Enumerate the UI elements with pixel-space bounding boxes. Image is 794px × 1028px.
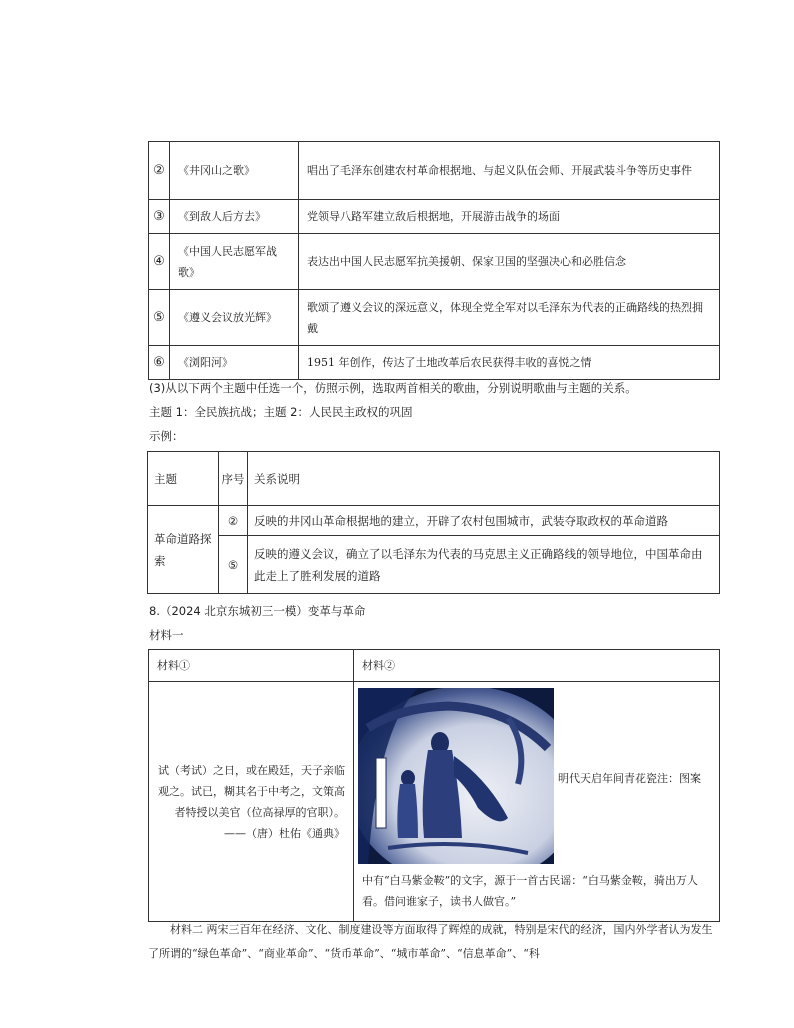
table-row (148, 536, 720, 594)
question-8-title: 8.（2024 北京东城初三一模）变革与革命 (149, 604, 366, 618)
example-table (147, 451, 720, 594)
song-title: 《井冈山之歌》 (170, 142, 299, 200)
table-row (149, 346, 720, 380)
song-number: ⑤ (149, 290, 170, 346)
row-number: ② (219, 506, 248, 536)
table-row (148, 506, 720, 536)
row-number: ⑤ (219, 536, 248, 594)
row-description: 反映的井冈山革命根据地的建立，开辟了农村包围城市，武装夺取政权的革命道路 (248, 506, 720, 536)
header-material-1: 材料① (149, 650, 354, 682)
material-1-label: 材料一 (149, 628, 184, 642)
themes-line: 主题 1：全民族抗战；主题 2：人民民主政权的巩固 (149, 405, 413, 419)
header-material-2: 材料② (354, 650, 720, 682)
song-number: ④ (149, 234, 170, 290)
photo-caption-side: 明代天启年间青花瓷注：图案 (558, 772, 701, 785)
question-3: (3)从以下两个主题中任选一个，仿照示例，选取两首相关的歌曲，分别说明歌曲与主题的关系。 (149, 381, 637, 395)
song-number: ② (149, 142, 170, 200)
header-number: 序号 (219, 452, 248, 506)
song-title: 《中国人民志愿军战歌》 (170, 234, 299, 290)
song-description: 唱出了毛泽东创建农村革命根据地、与起义队伍会师、开展武装斗争等历史事件 (299, 142, 720, 200)
song-title: 《遵义会议放光辉》 (170, 290, 299, 346)
material-1-text: 试（考试）之日，或在殿廷，天子亲临观之。试已，糊其名于中考之，文策高者特授以美官（位高禄厚的官职）。——（唐）杜佑《通典》 (149, 682, 354, 922)
header-description: 关系说明 (248, 452, 720, 506)
table-row (149, 142, 720, 200)
table-header-row (148, 452, 720, 506)
table-row (149, 234, 720, 290)
example-label: 示例： (149, 429, 184, 443)
songs-table (148, 141, 720, 380)
table-row (149, 682, 720, 922)
table-header-row (149, 650, 720, 682)
song-title: 《浏阳河》 (170, 346, 299, 380)
material-2-paragraph: 材料二 两宋三百年在经济、文化、制度建设等方面取得了辉煌的成就，特别是宋代的经济，国内外学者认为发生了所谓的“绿色革命”、“商业革命”、“货币革命”、“城市革命”、“信息革命”、“科 (148, 923, 713, 960)
song-number: ③ (149, 200, 170, 234)
song-description: 歌颂了遵义会议的深远意义，体现全党全军对以毛泽东为代表的正确路线的热烈拥戴 (299, 290, 720, 346)
song-title: 《到敌人后方去》 (170, 200, 299, 234)
song-description: 表达出中国人民志愿军抗美援朝、保家卫国的坚强决心和必胜信念 (299, 234, 720, 290)
theme-cell: 革命道路探索 (148, 506, 219, 594)
porcelain-image (358, 688, 554, 864)
blue-white-porcelain-photo (358, 688, 554, 864)
header-theme: 主题 (148, 452, 219, 506)
material-table (148, 649, 720, 922)
table-row (149, 200, 720, 234)
material-2-cell (354, 682, 720, 922)
table-row (149, 290, 720, 346)
song-description: 党领导八路军建立敌后根据地，开展游击战争的场面 (299, 200, 720, 234)
row-description: 反映的遵义会议，确立了以毛泽东为代表的马克思主义正确路线的领导地位，中国革命由此走上了胜利发展的道路 (248, 536, 720, 594)
song-number: ⑥ (149, 346, 170, 380)
photo-caption-rest: 中有“白马紫金鞍”的文字，源于一首古民谣：“白马紫金鞍，骑出万人看。借问谁家子，读书人做官。” (362, 874, 698, 908)
song-description: 1951 年创作，传达了土地改革后农民获得丰收的喜悦之情 (299, 346, 720, 380)
